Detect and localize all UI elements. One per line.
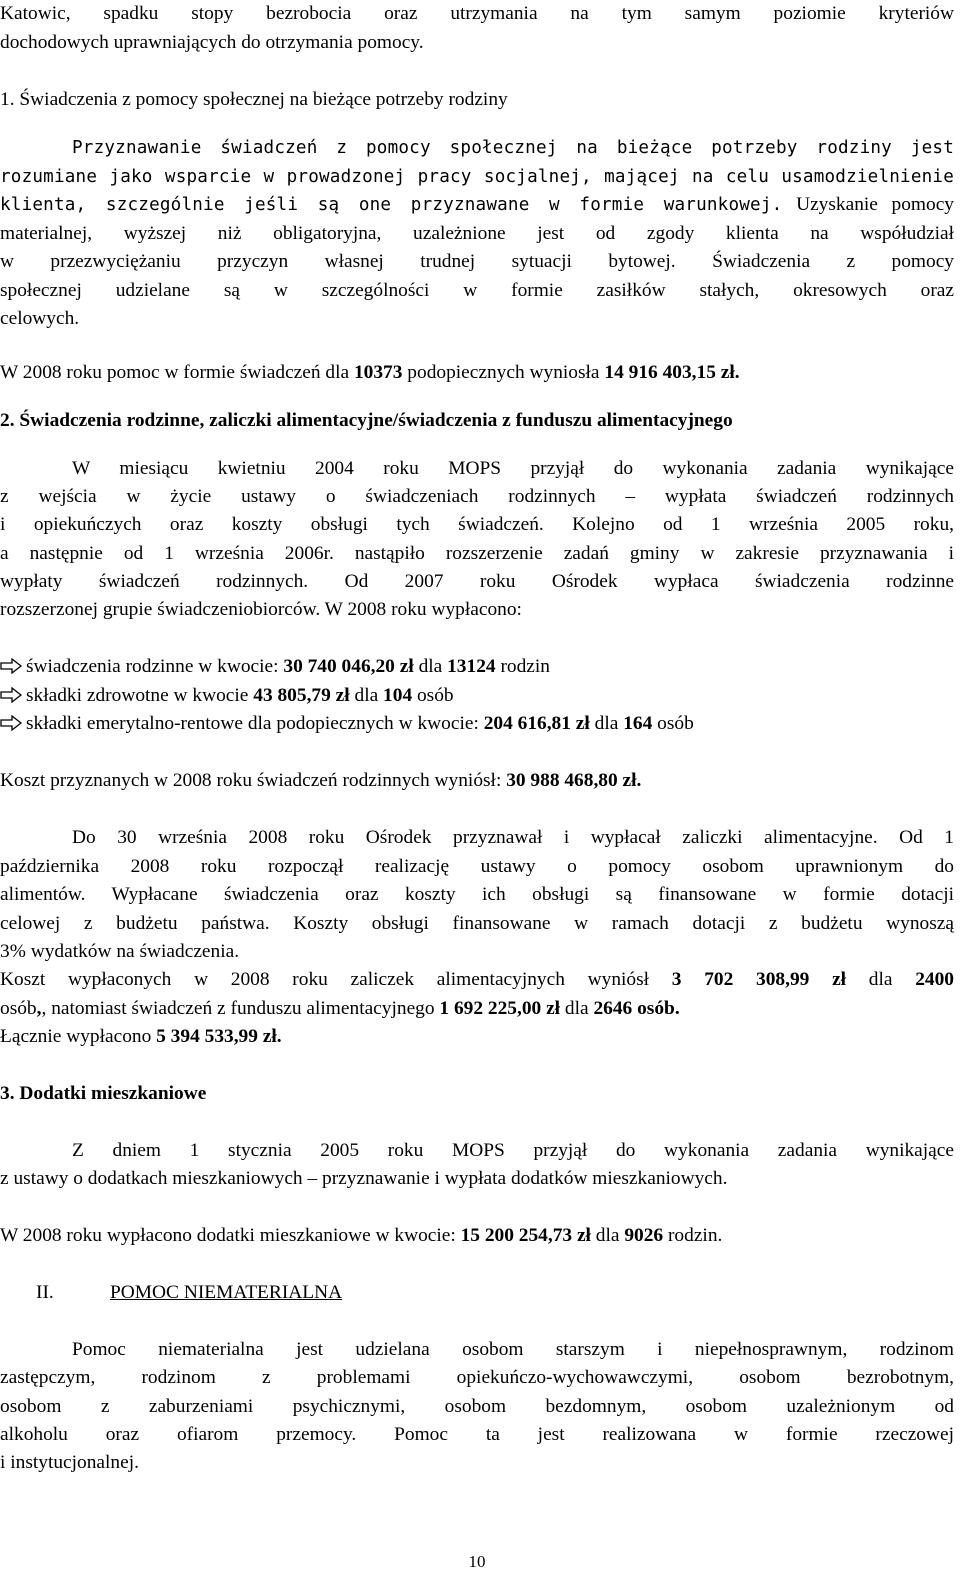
arrow-right-icon [0,710,26,739]
s1-line-3-tail: Uzyskanie pomocy [796,194,954,215]
s2-cost-line-1: Koszt wypłaconych w 2008 roku zaliczek alimentacyjnych wyniósł 3 702 308,99 zł dla 2400 [0,969,954,990]
s4-line-3: osobom z zaburzeniami psychicznymi, osobom bezdomnym, osobom uzależnionym od [0,1396,954,1417]
list-item: świadczenia rodzinne w kwocie: 30 740 046,20 zł dla 13124 rodzin [0,653,954,682]
s4-line-5: i instytucjonalnej. [0,1452,139,1473]
s2-line-4: a następnie od 1 września 2006r. nastąpiło rozszerzenie zadań gminy w zakresie przyznawania i [0,543,954,564]
s4-line-2: zastępczym, rodzinom z problemami opiekuńczo-wychowawczymi, osobom bezrobotnym, [0,1367,954,1388]
intro-line-1: Katowic, spadku stopy bezrobocia oraz utrzymania na tym samym poziomie kryteriów [0,3,954,24]
s2-p2-line-4: celowej z budżetu państwa. Koszty obsługi finansowane w ramach dotacji z budżetu wynoszą [0,913,954,934]
s1-line-7: celowych. [0,308,80,329]
list-item: składki emerytalno-rentowe dla podopiecznych w kwocie: 204 616,81 zł dla 164 osób [0,710,954,739]
s1-line-5-text: w przezwyciężaniu przyczyn własnej trudnej sytuacji bytowej. [0,251,676,272]
s2-line-3: i opiekuńczych oraz koszty obsługi tych świadczeń. Kolejno od 1 września 2005 roku, [0,514,954,535]
s1-line-5-tail: Świadczenia z pomocy [712,251,955,272]
arrow-right-icon [0,682,26,711]
s2-p2-line-3: alimentów. Wypłacane świadczenia oraz koszty ich obsługi są finansowane w formie dotacji [0,884,954,905]
s1-line-6: społecznej udzielane są w szczególności w formie zasiłków stałych, okresowych oraz [0,280,954,301]
s2-line-2: z wejścia w życie ustawy o świadczeniach rodzinnych – wypłata świadczeń rodzinnych [0,486,954,507]
s1-line-4: materialnej, wyższej niż obligatoryjna, uzależnione jest od zgody klienta na współudział [0,223,954,244]
s2-line-6: rozszerzonej grupie świadczeniobiorców. W 2008 roku wypłacono: [0,599,522,620]
s2-line-1: W miesiącu kwietniu 2004 roku MOPS przyjął do wykonania zadania wynikające [72,458,954,479]
section-1-heading: 1. Świadczenia z pomocy społecznej na bieżące potrzeby rodziny [0,89,508,110]
section-3-heading: 3. Dodatki mieszkaniowe [0,1083,207,1104]
section-numeral: II. [36,1282,54,1303]
s1-line-5 [0,248,954,277]
s2-cost-line-2: osób,, natomiast świadczeń z funduszu alimentacyjnego 1 692 225,00 zł dla 2646 osób. [0,998,680,1019]
s2-line-5: wypłaty świadczeń rodzinnych. Od 2007 roku Ośrodek wypłaca świadczenia rodzinne [0,571,954,592]
arrow-right-icon [0,653,26,682]
s4-line-1: Pomoc niematerialna jest udzielana osobom starszym i niepełnosprawnym, rodzinom [72,1339,954,1360]
page-number: 10 [468,1552,486,1571]
s1-summary: W 2008 roku pomoc w formie świadczeń dla 10373 podopiecznych wyniosła 14 916 403,15 zł. [0,362,740,383]
section-title: POMOC NIEMATERIALNA [110,1282,343,1303]
s1-line-1: Przyznawanie świadczeń z pomocy społecznej na bieżące potrzeby rodziny jest [72,138,954,158]
s2-cost-summary: Koszt przyznanych w 2008 roku świadczeń rodzinnych wyniósł: 30 988 468,80 zł. [0,770,642,791]
s3-line-1: Z dniem 1 stycznia 2005 roku MOPS przyjął do wykonania zadania wynikające [72,1140,954,1161]
s4-line-4: alkoholu oraz ofiarom przemocy. Pomoc ta jest realizowana w formie rzeczowej [0,1424,954,1445]
s2-p2-line-1: Do 30 września 2008 roku Ośrodek przyznawał i wypłacał zaliczki alimentacyjne. Od 1 [72,827,954,848]
list-item: składki zdrowotne w kwocie 43 805,79 zł dla 104 osób [0,682,954,711]
s1-line-3 [0,191,954,220]
s3-line-2: z ustawy o dodatkach mieszkaniowych – przyznawanie i wypłata dodatków mieszkaniowych. [0,1168,728,1189]
s1-line-2: rozumiane jako wsparcie w prowadzonej pracy socjalnej, mającej na celu usamodzielnienie [0,167,954,187]
s1-line-3-mono: klienta, szczególnie jeśli są one przyznawane w formie warunkowej. [0,195,783,215]
section-2-heading: 2. Świadczenia rodzinne, zaliczki alimentacyjne/świadczenia z funduszu alimentacyjnego [0,410,733,431]
s2-total: Łącznie wypłacono 5 394 533,99 zł. [0,1026,282,1047]
intro-line-2: dochodowych uprawniających do otrzymania pomocy. [0,32,424,53]
s2-p2-line-2: października 2008 roku rozpoczął realizację ustawy o pomocy osobom uprawnionym do [0,856,954,877]
s2-p2-line-5: 3% wydatków na świadczenia. [0,941,240,962]
s3-summary: W 2008 roku wypłacono dodatki mieszkaniowe w kwocie: 15 200 254,73 zł dla 9026 rodzin. [0,1225,723,1246]
